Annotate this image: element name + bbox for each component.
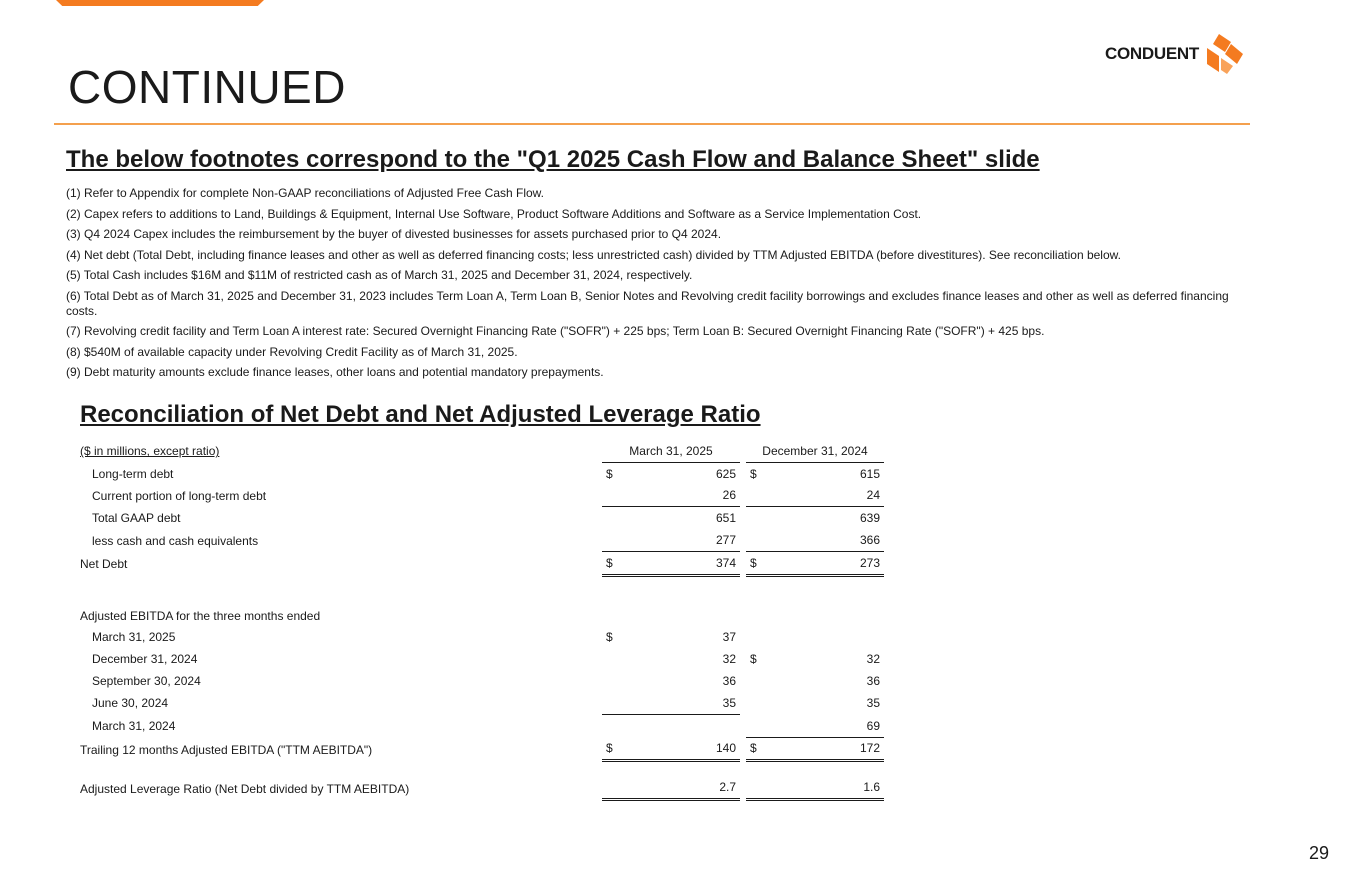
value-cell: 36 bbox=[722, 674, 736, 689]
row-label: Long-term debt bbox=[92, 466, 174, 481]
column-header-december-2024: December 31, 2024 bbox=[746, 440, 884, 463]
value-cell: 273 bbox=[764, 552, 884, 577]
reconciliation-heading: Reconciliation of Net Debt and Net Adjusted Leverage Ratio bbox=[80, 401, 761, 428]
units-label: ($ in millions, except ratio) bbox=[80, 444, 220, 459]
table-row bbox=[80, 648, 884, 670]
page-number: 29 bbox=[1309, 843, 1330, 863]
column-header-march-2025: March 31, 2025 bbox=[602, 440, 740, 463]
footnote-5: (5) Total Cash includes $16M and $11M of restricted cash as of March 31, 2025 and December 31, 2024, respectively. bbox=[66, 268, 693, 282]
footnotes-list bbox=[66, 186, 1256, 386]
row-label: June 30, 2024 bbox=[92, 696, 169, 711]
conduent-logo-icon bbox=[1205, 34, 1245, 74]
header-divider bbox=[54, 123, 1250, 125]
value-cell: 32 bbox=[866, 652, 880, 667]
footnote-8: (8) $540M of available capacity under Revolving Credit Facility as of March 31, 2025. bbox=[66, 344, 518, 359]
footnote-2: (2) Capex refers to additions to Land, Buildings & Equipment, Internal Use Software, Product Software Additions and Software as a Service Implementation Cost. bbox=[66, 206, 922, 221]
page-title: CONTINUED bbox=[68, 61, 346, 113]
row-label: September 30, 2024 bbox=[92, 674, 201, 689]
row-label: March 31, 2024 bbox=[92, 719, 176, 734]
value-cell: 26 bbox=[620, 485, 740, 508]
currency-symbol: $ bbox=[746, 738, 764, 763]
footnote-3: (3) Q4 2024 Capex includes the reimbursement by the buyer of divested businesses for assets purchased prior to Q4 2024. bbox=[66, 227, 722, 241]
table-row bbox=[80, 507, 884, 529]
table-row bbox=[80, 552, 884, 577]
table-row bbox=[80, 627, 884, 649]
currency-symbol: $ bbox=[602, 552, 620, 577]
row-label: Adjusted Leverage Ratio (Net Debt divided by TTM AEBITDA) bbox=[80, 781, 410, 796]
table-row bbox=[80, 670, 884, 692]
value-cell: 140 bbox=[620, 738, 740, 763]
value-cell: 35 bbox=[620, 692, 740, 715]
table-row bbox=[80, 776, 884, 801]
table-row bbox=[80, 738, 884, 763]
row-label: Net Debt bbox=[80, 557, 128, 572]
footnote-6: (6) Total Debt as of March 31, 2025 and December 31, 2023 includes Term Loan A, Term Loan B, Senior Notes and Revolving credit facility borrowings and excludes finance leases and other as well as deferred financing costs. bbox=[66, 288, 1229, 318]
footnote-4: (4) Net debt (Total Debt, including finance leases and other as well as deferred financing costs; less unrestricted cash) divided by TTM Adjusted EBITDA (before divestitures). See reconciliation below. bbox=[66, 247, 1121, 262]
value-cell: 37 bbox=[722, 630, 736, 645]
conduent-logo bbox=[1105, 34, 1245, 74]
value-cell: 625 bbox=[715, 466, 736, 481]
value-cell: 1.6 bbox=[764, 776, 884, 801]
logo-text: CONDUENT bbox=[1105, 44, 1199, 63]
reconciliation-table bbox=[80, 440, 884, 801]
currency-symbol: $ bbox=[606, 466, 613, 481]
table-row bbox=[80, 529, 884, 552]
value-cell: 36 bbox=[866, 674, 880, 689]
table-row bbox=[80, 463, 884, 485]
value-cell: 2.7 bbox=[620, 776, 740, 801]
value-cell: 35 bbox=[866, 696, 880, 711]
footnote-1: (1) Refer to Appendix for complete Non-GAAP reconciliations of Adjusted Free Cash Flow. bbox=[66, 186, 545, 200]
table-header-row bbox=[80, 440, 884, 463]
value-cell: 32 bbox=[722, 652, 736, 667]
table-row bbox=[80, 485, 884, 508]
currency-symbol: $ bbox=[606, 630, 613, 645]
top-accent-bar bbox=[56, 0, 264, 6]
value-cell: 651 bbox=[715, 511, 736, 526]
value-cell: 172 bbox=[764, 738, 884, 763]
currency-symbol: $ bbox=[750, 652, 757, 667]
value-cell: 639 bbox=[859, 511, 880, 526]
table-row bbox=[80, 692, 884, 715]
currency-symbol: $ bbox=[750, 466, 757, 481]
value-cell: 374 bbox=[620, 552, 740, 577]
value-cell: 277 bbox=[620, 529, 740, 552]
footnote-9: (9) Debt maturity amounts exclude finance leases, other loans and potential mandatory prepayments. bbox=[66, 365, 604, 379]
value-cell: 366 bbox=[764, 529, 884, 552]
table-row bbox=[80, 715, 884, 738]
row-label: Current portion of long-term debt bbox=[92, 488, 267, 503]
row-label: March 31, 2025 bbox=[92, 630, 176, 645]
row-label: Trailing 12 months Adjusted EBITDA ("TTM AEBITDA") bbox=[80, 742, 373, 757]
currency-symbol: $ bbox=[602, 738, 620, 763]
row-label: December 31, 2024 bbox=[92, 652, 198, 667]
footnotes-heading: The below footnotes correspond to the "Q1 2025 Cash Flow and Balance Sheet" slide bbox=[66, 146, 1040, 173]
value-cell: 615 bbox=[859, 466, 880, 481]
table-row bbox=[80, 605, 884, 627]
value-cell: 24 bbox=[764, 485, 884, 508]
value-cell: 69 bbox=[764, 715, 884, 738]
currency-symbol: $ bbox=[746, 552, 764, 577]
row-label: less cash and cash equivalents bbox=[92, 533, 259, 548]
row-label: Adjusted EBITDA for the three months ended bbox=[80, 608, 321, 623]
footnote-7: (7) Revolving credit facility and Term Loan A interest rate: Secured Overnight Financing Rate ("SOFR") + 225 bps; Term Loan B: Secured Overnight Financing Rate ("SOFR") + 425 bps. bbox=[66, 324, 1045, 338]
row-label: Total GAAP debt bbox=[92, 511, 181, 526]
